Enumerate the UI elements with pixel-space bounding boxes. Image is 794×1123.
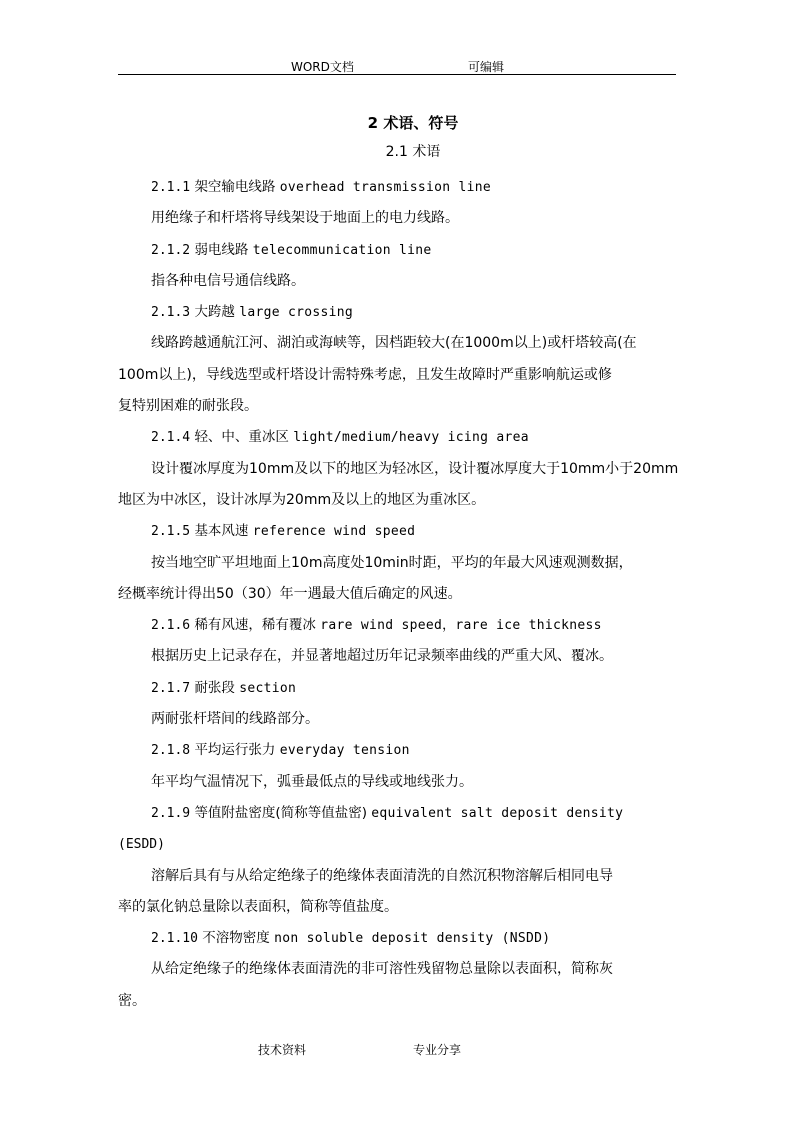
term-number: 2.1.9 xyxy=(151,805,191,821)
term-heading xyxy=(118,422,690,453)
section-title: 2.1 术语 xyxy=(385,144,441,160)
term-definition-line: 两耐张杆塔间的线路部分。 xyxy=(151,711,319,728)
term-definition-line: 设计覆冰厚度为10mm及以下的地区为轻冰区，设计覆冰厚度大于10mm小于20mm xyxy=(151,460,679,477)
page-header xyxy=(118,56,676,75)
term-heading xyxy=(118,516,690,547)
term-heading xyxy=(118,235,690,266)
term-heading xyxy=(118,735,690,766)
term-chinese: 弱电线路 xyxy=(194,241,249,258)
term-chinese: 基本风速 xyxy=(194,523,249,540)
term-english: light/medium/heavy icing area xyxy=(293,430,529,446)
term-number: 2.1.8 xyxy=(151,743,191,759)
term-definition-line: 经概率统计得出50（30）年一遇最大值后确定的风速。 xyxy=(118,585,462,602)
term-english: reference wind speed xyxy=(252,524,416,540)
footer-right-text: 专业分享 xyxy=(413,1043,462,1057)
term-english: overhead transmission line xyxy=(279,180,492,195)
term-english: non soluble deposit density (NSDD) xyxy=(274,931,551,947)
term-number: 2.1.10 xyxy=(151,931,198,947)
term-definition-line: 根据历史上记录存在，并显著地超过历年记录频率曲线的严重大风、覆冰。 xyxy=(151,648,613,665)
header-left-text: WORD文档 xyxy=(291,60,354,74)
term-definition-line: 用绝缘子和杆塔将导线架设于地面上的电力线路。 xyxy=(151,210,459,227)
term-english: telecommunication line xyxy=(252,242,432,258)
term-definition-line: 线路跨越通航江河、湖泊或海峡等，因档距较大(在1000m以上)或杆塔较高(在 xyxy=(151,335,637,352)
term-number: 2.1.5 xyxy=(151,524,191,540)
term-english: large crossing xyxy=(239,305,354,321)
term-number: 2.1.1 xyxy=(151,180,191,195)
term-chinese: 轻、中、重冰区 xyxy=(194,429,289,446)
term-chinese: 大跨越 xyxy=(194,304,235,321)
term-heading xyxy=(118,673,690,704)
chapter-title: 2 术语、符号 xyxy=(367,114,459,132)
term-definition-line: 从给定绝缘子的绝缘体表面清洗的非可溶性残留物总量除以表面积，简称灰 xyxy=(151,961,613,978)
term-chinese: 平均运行张力 xyxy=(194,742,276,759)
term-english: rare wind speed，rare ice thickness xyxy=(320,618,602,634)
term-chinese: 不溶物密度 xyxy=(202,930,270,947)
header-right-text: 可编辑 xyxy=(468,60,505,74)
term-heading xyxy=(118,610,690,641)
term-definition-line: 100m以上)，导线选型或杆塔设计需特殊考虑，且发生故障时严重影响航运或修 xyxy=(118,366,612,383)
term-definition-line: 按当地空旷平坦地面上10m高度处10min时距，平均的年最大风速观测数据， xyxy=(151,554,633,571)
term-definition-line: 率的氯化钠总量除以表面积，简称等值盐度。 xyxy=(118,898,398,915)
term-chinese: 耐张段 xyxy=(194,679,235,696)
footer-left-text: 技术资料 xyxy=(258,1043,307,1057)
term-english-continued: (ESDD) xyxy=(118,837,165,853)
term-heading xyxy=(118,798,690,829)
term-heading xyxy=(118,923,690,954)
term-heading xyxy=(118,297,690,328)
term-number: 2.1.2 xyxy=(151,242,191,258)
term-chinese: 架空输电线路 xyxy=(194,179,276,195)
term-chinese: 等值附盐密度(简称等值盐密) xyxy=(194,804,367,821)
term-english: section xyxy=(239,680,297,696)
term-english: equivalent salt deposit density xyxy=(371,805,624,821)
term-definition-line: 年平均气温情况下，弧垂最低点的导线或地线张力。 xyxy=(151,773,473,790)
term-definition-line: 复特别困难的耐张段。 xyxy=(118,398,258,415)
terms-list xyxy=(118,172,690,1017)
term-english: everyday tension xyxy=(279,743,410,759)
term-number: 2.1.3 xyxy=(151,305,191,321)
term-definition-line: 密。 xyxy=(118,992,146,1009)
term-definition-line: 溶解后具有与从给定绝缘子的绝缘体表面清洗的自然沉积物溶解后相同电导 xyxy=(151,867,613,884)
term-number: 2.1.6 xyxy=(151,618,191,634)
term-definition-line: 指各种电信号通信线路。 xyxy=(151,272,305,289)
term-chinese: 稀有风速，稀有覆冰 xyxy=(194,617,316,634)
term-heading xyxy=(118,172,690,203)
term-number: 2.1.4 xyxy=(151,430,191,446)
document-body xyxy=(118,108,690,1017)
term-definition-line: 地区为中冰区，设计冰厚为20mm及以上的地区为重冰区。 xyxy=(118,491,486,508)
term-number: 2.1.7 xyxy=(151,680,191,696)
